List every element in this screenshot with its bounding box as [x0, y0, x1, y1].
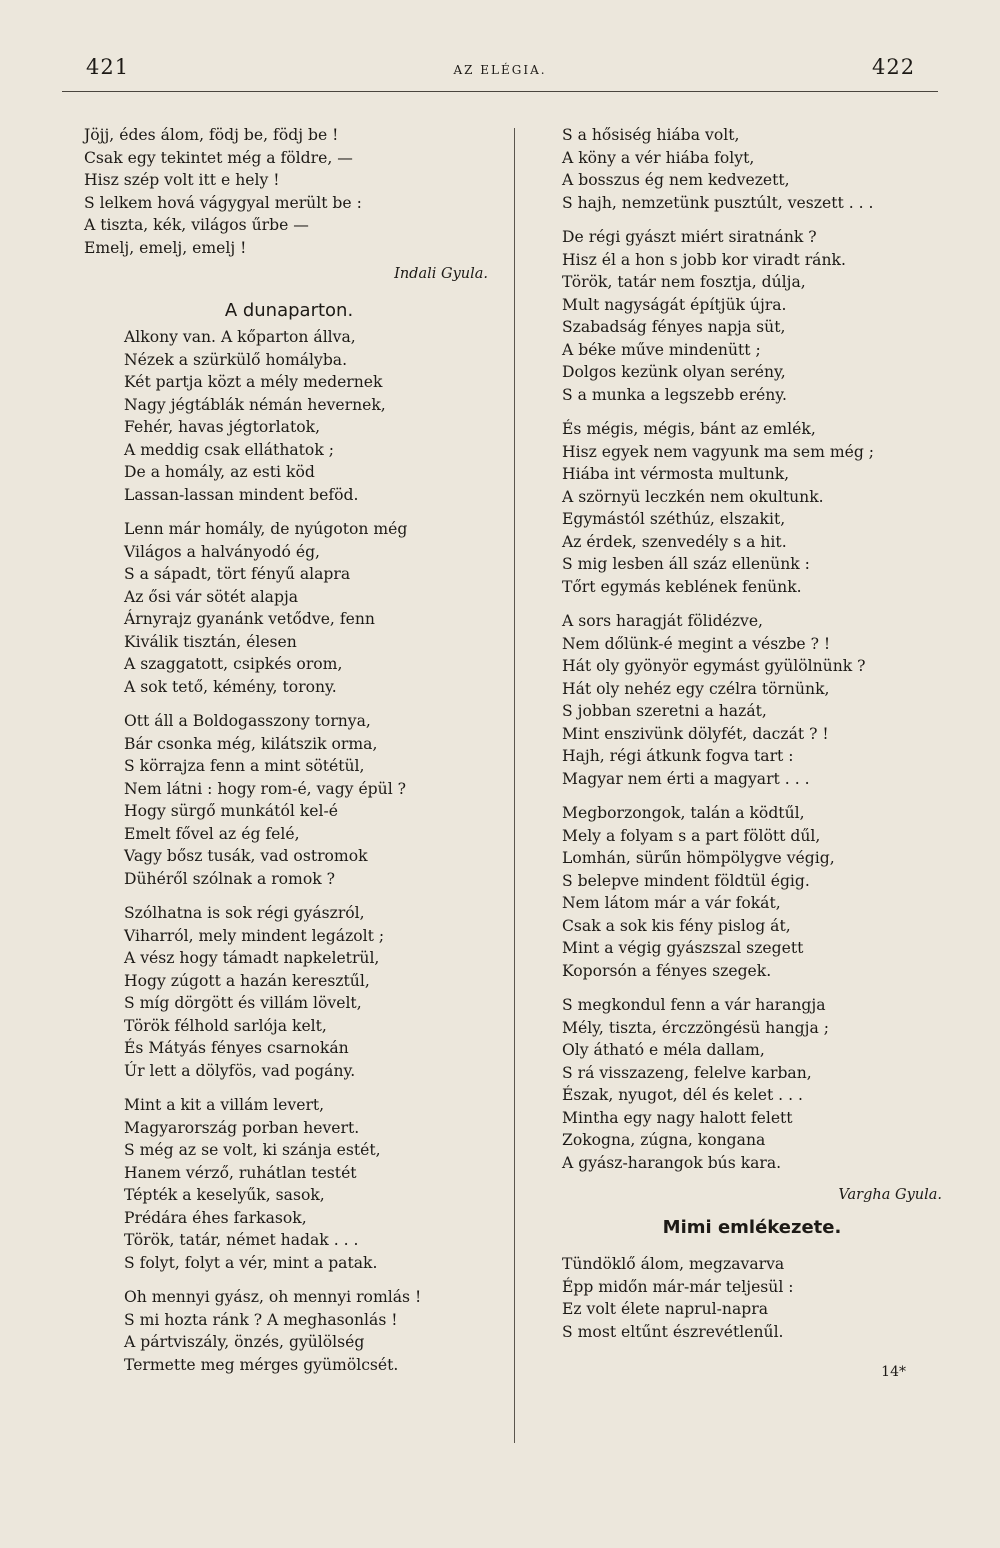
verse-line: Prédára éhes farkasok,: [124, 1208, 307, 1227]
verse-line: Szólhatna is sok régi gyászról,: [124, 904, 365, 922]
verse-line: S folyt, folyt a vér, mint a patak.: [124, 1253, 378, 1272]
verse-line: Dolgos kezünk olyan serény,: [562, 363, 786, 381]
verse-line: Mély, tiszta, érczzöngésü hangja ;: [562, 1018, 829, 1037]
poem-author: Vargha Gyula.: [838, 1187, 942, 1203]
verse-line: A béke műve mindenütt ;: [562, 340, 761, 359]
left-column: [84, 124, 494, 1376]
verse-line: S rá visszazeng, felelve karban,: [562, 1063, 812, 1082]
stanza: [562, 802, 942, 982]
verse-line: Hanem vérző, ruhátlan testét: [124, 1163, 357, 1182]
verse-line: Hajh, régi átkunk fogva tart :: [562, 747, 794, 765]
verse-line: Világos a halványodó ég,: [124, 542, 321, 561]
stanza: [84, 902, 494, 1082]
verse-line: Mult nagyságát építjük újra.: [562, 295, 787, 314]
stanza: [84, 710, 494, 890]
verse-line: Tündöklő álom, megzavarva: [562, 1255, 785, 1273]
verse-line: De a homály, az esti köd: [124, 463, 315, 481]
running-title: AZ ELÉGIA.: [453, 63, 547, 77]
verse-line: Mintha egy nagy halott felett: [562, 1108, 793, 1127]
verse-line: S körrajza fenn a mint sötétül,: [124, 757, 365, 775]
verse-line: Oh mennyi gyász, oh mennyi romlás !: [124, 1288, 422, 1306]
verse-line: Szabadság fényes napja süt,: [562, 318, 786, 336]
verse-line: A köny a vér hiába folyt,: [562, 148, 755, 167]
verse-line: Tőrt egymás keblének fenünk.: [562, 577, 802, 596]
verse-line: S hajh, nemzetünk pusztúlt, veszett . . .: [562, 193, 874, 212]
verse-line: Nem látni : hogy rom-é, vagy épül ?: [124, 779, 406, 798]
header-rule: [62, 91, 938, 92]
poem-title: A dunaparton.: [224, 299, 354, 321]
page-number-right: 422: [872, 55, 916, 79]
verse-line: Mint a kit a villám levert,: [124, 1096, 325, 1114]
stanza: [84, 1286, 494, 1376]
verse-line: Lenn már homály, de nyúgoton még: [124, 520, 408, 538]
page-number-left: 421: [86, 55, 130, 79]
verse-line: Lomhán, sürűn hömpölygve végig,: [562, 849, 835, 867]
verse-line: Úr lett a dölyfös, vad pogány.: [124, 1061, 356, 1080]
verse-line: Két partja közt a mély medernek: [124, 373, 383, 391]
verse-line: Nézek a szürkülő homályba.: [124, 350, 348, 369]
poem-title: Mimi emlékezete.: [662, 1216, 842, 1238]
verse-line: Mint a végig gyászszal szegett: [562, 939, 804, 957]
right-column: [562, 124, 942, 1384]
verse-line: A meddig csak elláthatok ;: [124, 440, 334, 459]
verse-line: Fehér, havas jégtorlatok,: [124, 418, 321, 436]
stanza: [562, 994, 942, 1174]
verse-line: S mig lesben áll száz ellenünk :: [562, 555, 810, 573]
verse-line: Hisz szép volt itt e hely !: [84, 171, 280, 189]
verse-line: Lassan-lassan mindent beföd.: [124, 485, 359, 504]
verse-line: A bosszus ég nem kedvezett,: [562, 171, 790, 189]
stanza: [84, 518, 494, 698]
verse-line: A gyász-harangok bús kara.: [562, 1153, 782, 1172]
stanza: [84, 326, 494, 506]
verse-line: Nagy jégtáblák némán hevernek,: [124, 395, 386, 414]
verse-line: De régi gyászt miért siratnánk ?: [562, 228, 817, 246]
verse-line: Hát oly nehéz egy czélra törnünk,: [562, 679, 830, 698]
column-divider: [514, 128, 515, 1443]
verse-line: S a sápadt, tört fényű alapra: [124, 565, 351, 583]
stanza: [562, 226, 942, 406]
verse-line: A pártviszály, önzés, gyülölség: [124, 1333, 365, 1351]
verse-line: S jobban szeretni a hazát,: [562, 702, 767, 720]
stanza: [562, 124, 942, 214]
verse-line: S lelkem hová vágygyal merült be :: [84, 193, 362, 212]
verse-line: Emelj, emelj, emelj !: [84, 238, 247, 257]
verse-line: Csak egy tekintet még a földre, —: [84, 148, 353, 167]
verse-line: Mint enszivünk dölyfét, daczát ? !: [562, 724, 829, 743]
verse-line: Ez volt élete naprul-napra: [562, 1300, 769, 1318]
verse-line: Emelt fővel az ég felé,: [124, 824, 300, 843]
verse-line: Jöjj, édes álom, födj be, födj be !: [84, 126, 339, 144]
verse-line: Hát oly gyönyör egymást gyülölnünk ?: [562, 657, 866, 675]
verse-line: Magyar nem érti a magyart . . .: [562, 769, 810, 788]
verse-line: A tiszta, kék, világos űrbe —: [84, 216, 309, 234]
verse-line: És Mátyás fényes csarnokán: [124, 1039, 349, 1057]
verse-line: Mely a folyam s a part fölött dűl,: [562, 826, 821, 845]
stanza: [562, 610, 942, 790]
verse-line: Észak, nyugot, dél és kelet . . .: [562, 1086, 803, 1104]
verse-line: A szörnyü leczkén nem okultunk.: [562, 487, 824, 506]
verse-line: Koporsón a fényes szegek.: [562, 961, 772, 980]
verse-line: Zokogna, zúgna, kongana: [562, 1131, 766, 1149]
verse-line: A sors haragját fölidézve,: [562, 612, 764, 630]
stanza: [562, 1253, 942, 1343]
verse-line: Hisz él a hon s jobb kor viradt ránk.: [562, 250, 846, 269]
verse-line: S megkondul fenn a vár harangja: [562, 996, 826, 1014]
verse-line: Nem dőlünk-é megint a vészbe ? !: [562, 634, 831, 653]
verse-line: Termette meg mérges gyümölcsét.: [124, 1355, 399, 1374]
verse-line: Az érdek, szenvedély s a hit.: [562, 532, 787, 551]
verse-line: Az ősi vár sötét alapja: [124, 587, 299, 606]
verse-line: A sok tető, kémény, torony.: [124, 677, 337, 696]
verse-line: Kiválik tisztán, élesen: [124, 632, 297, 651]
verse-line: Török, tatár, német hadak . . .: [124, 1231, 359, 1249]
verse-line: Nem látom már a vár fokát,: [562, 894, 781, 912]
stanza: [84, 1094, 494, 1274]
verse-line: Egymástól széthúz, elszakit,: [562, 510, 786, 528]
verse-line: Vagy bősz tusák, vad ostromok: [124, 847, 368, 865]
verse-line: Oly átható e méla dallam,: [562, 1041, 765, 1059]
verse-line: Árnyrajz gyanánk vetődve, fenn: [124, 610, 375, 628]
verse-line: Hiába int vérmosta multunk,: [562, 465, 790, 483]
verse-line: Hogy sürgő munkától kel-é: [124, 802, 338, 820]
verse-line: A szaggatott, csipkés orom,: [124, 655, 343, 673]
verse-line: Dühéről szólnak a romok ?: [124, 869, 335, 888]
verse-line: Épp midőn már-már teljesül :: [562, 1277, 794, 1296]
verse-line: Török, tatár nem fosztja, dúlja,: [562, 273, 806, 291]
verse-line: És mégis, mégis, bánt az emlék,: [562, 420, 816, 438]
stanza: [562, 418, 942, 598]
verse-line: Ott áll a Boldogasszony tornya,: [124, 712, 371, 730]
poem-author: Indali Gyula.: [394, 266, 488, 282]
poem-indali: [84, 124, 494, 286]
verse-line: Viharról, mely mindent legázolt ;: [124, 926, 385, 945]
verse-line: Tépték a keselyűk, sasok,: [124, 1186, 325, 1204]
verse-line: S míg dörgött és villám lövelt,: [124, 994, 362, 1012]
verse-line: S a hősiség hiába volt,: [562, 126, 740, 144]
verse-line: Török félhold sarlója kelt,: [124, 1016, 327, 1035]
verse-line: S mi hozta ránk ? A meghasonlás !: [124, 1310, 398, 1329]
verse-line: S belepve mindent földtül égig.: [562, 871, 810, 890]
verse-line: Hisz egyek nem vagyunk ma sem még ;: [562, 442, 875, 461]
verse-line: Bár csonka még, kilátszik orma,: [124, 734, 378, 753]
verse-line: S most eltűnt észrevétlenűl.: [562, 1322, 784, 1341]
verse-line: Megborzongok, talán a ködtűl,: [562, 804, 805, 822]
verse-line: A vész hogy támadt napkeletrül,: [124, 949, 380, 967]
verse-line: S a munka a legszebb erény.: [562, 385, 787, 404]
verse-line: S még az se volt, ki szánja estét,: [124, 1141, 381, 1159]
signature-mark: 14*: [881, 1364, 906, 1380]
page-header: [0, 0, 1000, 100]
verse-line: Hogy zúgott a hazán keresztűl,: [124, 971, 370, 990]
verse-line: Csak a sok kis fény pislog át,: [562, 916, 791, 935]
verse-line: Alkony van. A kőparton állva,: [124, 328, 356, 346]
verse-line: Magyarország porban hevert.: [124, 1118, 360, 1137]
